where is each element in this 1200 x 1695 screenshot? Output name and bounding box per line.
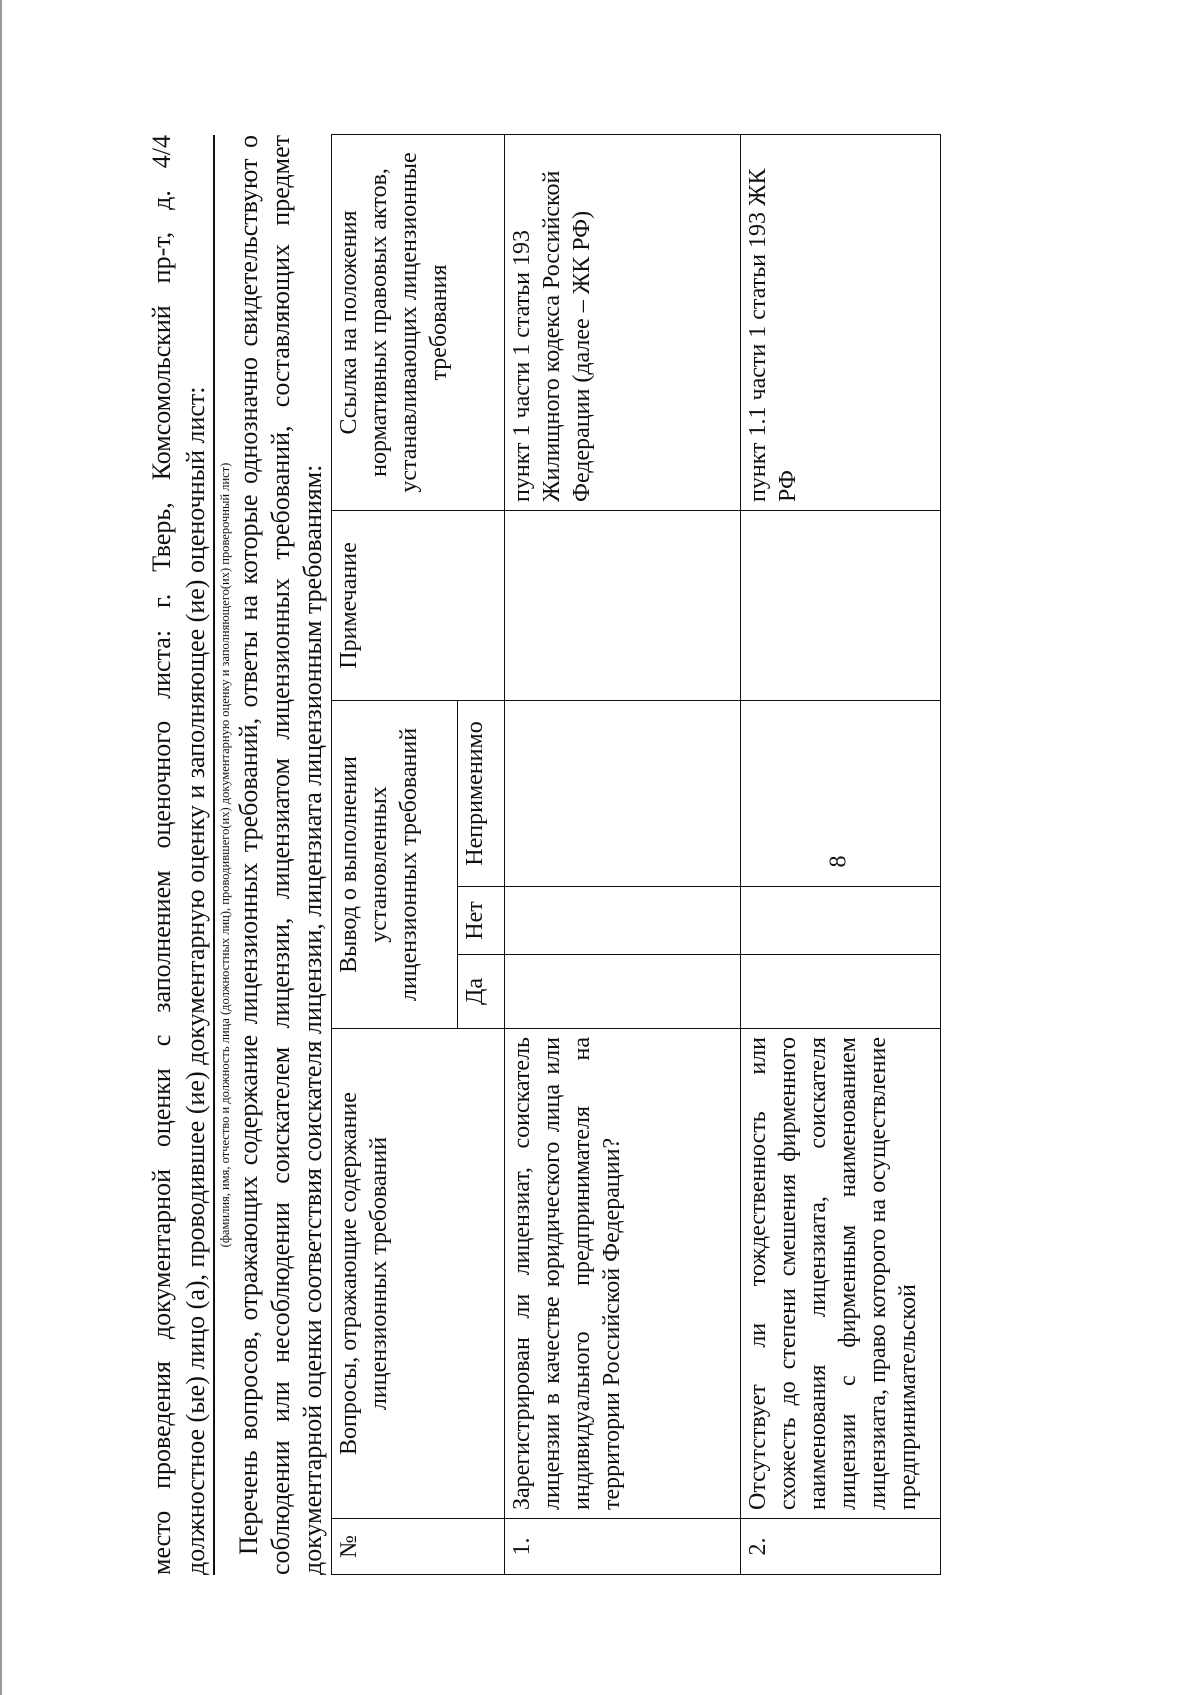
- row-num: 2.: [741, 1519, 941, 1575]
- requirements-table: [331, 134, 941, 1575]
- cell-na: [505, 700, 741, 886]
- official-line: должностное (ые) лицо (а), проводившее (ие) документарную оценку и заполняющее (ие) оценочный лист:: [181, 386, 210, 1575]
- table-row: [505, 134, 741, 1574]
- intro-paragraph: Перечень вопросов, отражающих содержание лицензионных требований, ответы на которые однозначно свидетельствуют о соблюдении или несоблюдении соискателем лицензии, лицензиатом лицензионных требований, составляющих предмет документарной оценки соответствия соискателя лицензии, лицензиата лицензионным требованиям:: [234, 135, 327, 1575]
- place-line: место проведения документарной оценки с заполнением оценочного листа: г. Тверь, Комсомольский пр-т, д. 4/4: [147, 135, 176, 1575]
- cell-no: [505, 887, 741, 955]
- caption: (фамилия, имя, отчество и должность лица (должностных лиц), проводившего(их) документарную оценку и заполняющего(их) проверочный лист): [218, 462, 232, 1248]
- header-no: Нет: [458, 887, 505, 955]
- cell-note: [505, 510, 741, 700]
- row-question: Отсутствует ли тождественность или схожесть до степени смешения фирменного наименования лицензиата, соискателя лицензии с фирменным наименованием лицензиата, право которого на осуществление предпринимательской: [741, 1029, 941, 1519]
- table-header-row: [332, 134, 458, 1574]
- page-edge: [0, 0, 2, 1695]
- cell-yes: [505, 955, 741, 1029]
- rotated-page-content: [145, 135, 1200, 1575]
- row-num: 1.: [505, 1519, 741, 1575]
- header-reference: Ссылка на положения нормативных правовых актов, устанавливающих лицензионные требования: [332, 134, 505, 510]
- cell-note: [741, 510, 941, 700]
- header-na: Неприменимо: [458, 700, 505, 886]
- header-yes: Да: [458, 955, 505, 1029]
- header-num: №: [332, 1519, 505, 1575]
- table-row: [741, 134, 941, 1574]
- row-question: Зарегистрирован ли лицензиат, соискатель лицензии в качестве юридического лица или индивидуального предпринимателя на территории Российской Федерации?: [505, 1029, 741, 1519]
- cell-no: [741, 887, 941, 955]
- page-number: 8: [825, 855, 852, 868]
- header-questions: Вопросы, отражающие содержание лицензионных требований: [332, 1029, 505, 1519]
- row-reference: пункт 1.1 части 1 статьи 193 ЖК РФ: [741, 134, 941, 510]
- row-reference: пункт 1 части 1 статьи 193 Жилищного кодекса Российской Федерации (далее – ЖК РФ): [505, 134, 741, 510]
- cell-na: [741, 700, 941, 886]
- cell-yes: [741, 955, 941, 1029]
- signature-rule: [213, 135, 215, 1575]
- header-conclusion: Вывод о выполнении установленных лицензионных требований: [332, 700, 458, 1028]
- header-note: Примечание: [332, 510, 505, 700]
